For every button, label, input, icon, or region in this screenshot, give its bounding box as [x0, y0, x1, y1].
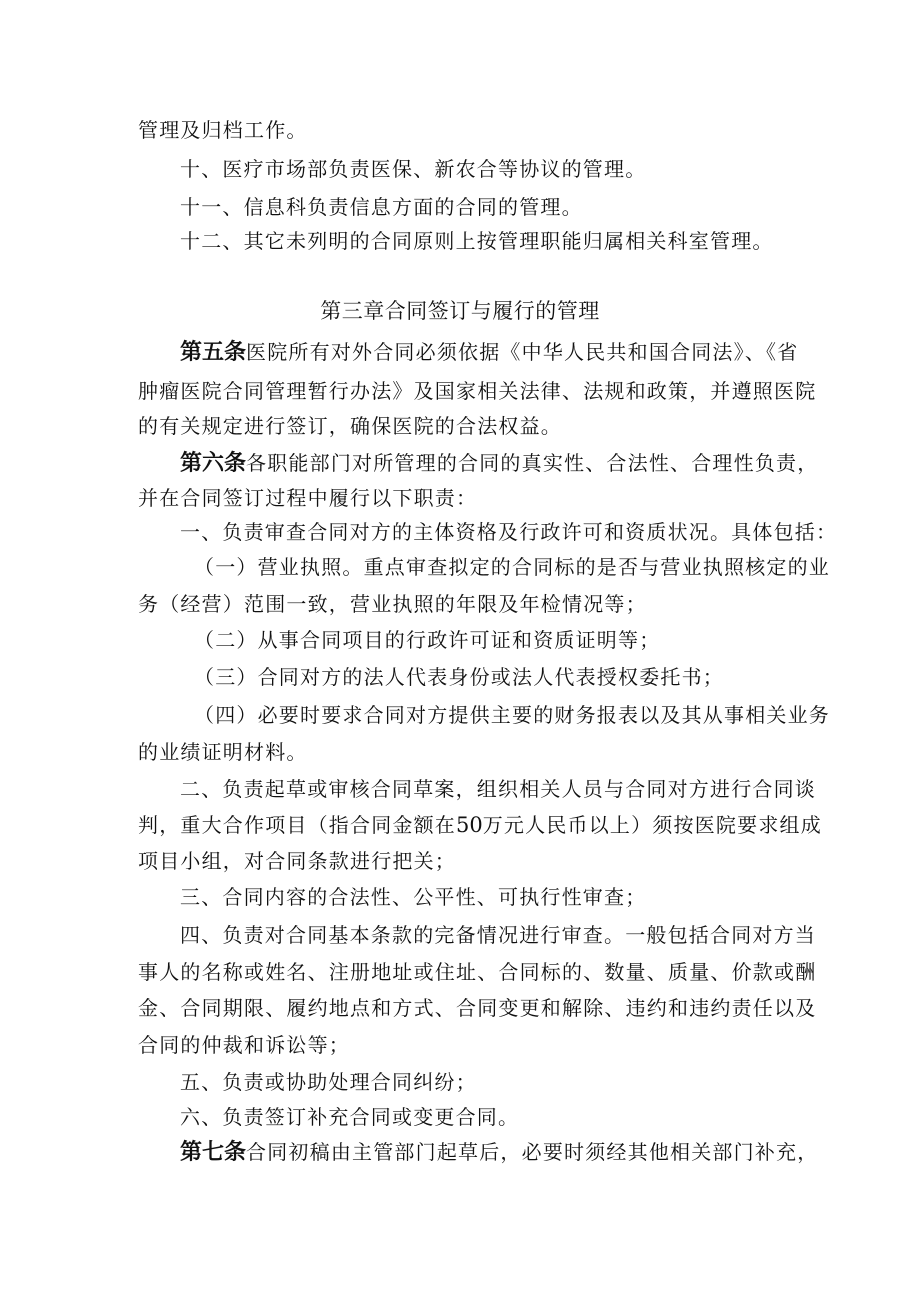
- article-5-line-2: 肿瘤医院合同管理暂行办法》及国家相关法律、法规和政策，并遵照医院: [138, 379, 817, 403]
- duty-4-line-2: 事人的名称或姓名、注册地址或住址、合同标的、数量、质量、价款或酬: [138, 960, 817, 984]
- sub-item-1-line-2: 务（经营）范围一致，营业执照的年限及年检情况等；: [138, 592, 647, 616]
- sub-item-3: （三）合同对方的法人代表身份或法人代表授权委托书；: [194, 665, 724, 689]
- article-7-label: 第七条: [180, 1139, 247, 1165]
- duty-2-text-b: 万元人民币以上）须按医院要求组成: [482, 813, 822, 837]
- duty-3: 三、合同内容的合法性、公平性、可执行性审查；: [180, 885, 647, 909]
- article-6-text: 各职能部门对所管理的合同的真实性、合法性、合理性负责，: [246, 451, 819, 475]
- duty-4-line-3: 金、合同期限、履约地点和方式、合同变更和解除、违约和违约责任以及: [138, 996, 817, 1020]
- duty-4-line-1: 四、负责对合同基本条款的完备情况进行审查。一般包括合同对方当: [180, 923, 816, 947]
- paragraph-item-12: 十二、其它未列明的合同原则上按管理职能归属相关科室管理。: [180, 229, 774, 253]
- duty-2-line-3: 项目小组，对合同条款进行把关；: [138, 849, 456, 873]
- paragraph-item-11: 十一、信息科负责信息方面的合同的管理。: [180, 195, 583, 219]
- article-7-text: 合同初稿由主管部门起草后，必要时须经其他相关部门补充，: [246, 1140, 819, 1164]
- duty-5: 五、负责或协助处理合同纠纷；: [180, 1070, 477, 1094]
- sub-item-1-line-1: （一）营业执照。重点审查拟定的合同标的是否与营业执照核定的业: [194, 555, 830, 579]
- duty-2-line-1: 二、负责起草或审核合同草案，组织相关人员与合同对方进行合同谈: [180, 777, 816, 801]
- duty-1: 一、负责审查合同对方的主体资格及行政许可和资质状况。具体包括：: [180, 520, 838, 544]
- article-7-line-1: [180, 1140, 818, 1164]
- duty-2-text-a: 判，重大合作项目（指合同金额在: [138, 813, 456, 837]
- article-5-line-1: [180, 340, 798, 364]
- contract-amount-number: 50: [456, 813, 483, 837]
- paragraph-item-10: 十、医疗市场部负责医保、新农合等协议的管理。: [180, 157, 647, 181]
- article-6-label: 第六条: [180, 450, 247, 476]
- duty-4-line-4: 合同的仲裁和诉讼等；: [138, 1033, 350, 1057]
- duty-6: 六、负责签订补充合同或变更合同。: [180, 1105, 520, 1129]
- sub-item-4-line-2: 的业绩证明材料。: [138, 740, 308, 764]
- article-5-label: 第五条: [180, 339, 247, 365]
- sub-item-2: （二）从事合同项目的行政许可证和资质证明等；: [194, 628, 661, 652]
- article-6-line-2: 并在合同签订过程中履行以下职责：: [138, 486, 478, 510]
- paragraph-line: 管理及归档工作。: [138, 118, 308, 142]
- duty-2-line-2: [138, 813, 822, 837]
- article-5-line-3: 的有关规定进行签订，确保医院的合法权益。: [138, 414, 562, 438]
- sub-item-4-line-1: （四）必要时要求合同对方提供主要的财务报表以及其从事相关业务: [194, 703, 830, 727]
- chapter-title: 第三章合同签订与履行的管理: [320, 299, 600, 323]
- article-5-text: 医院所有对外合同必须依据《中华人民共和国合同法》、《省: [246, 340, 799, 364]
- article-6-line-1: [180, 451, 818, 475]
